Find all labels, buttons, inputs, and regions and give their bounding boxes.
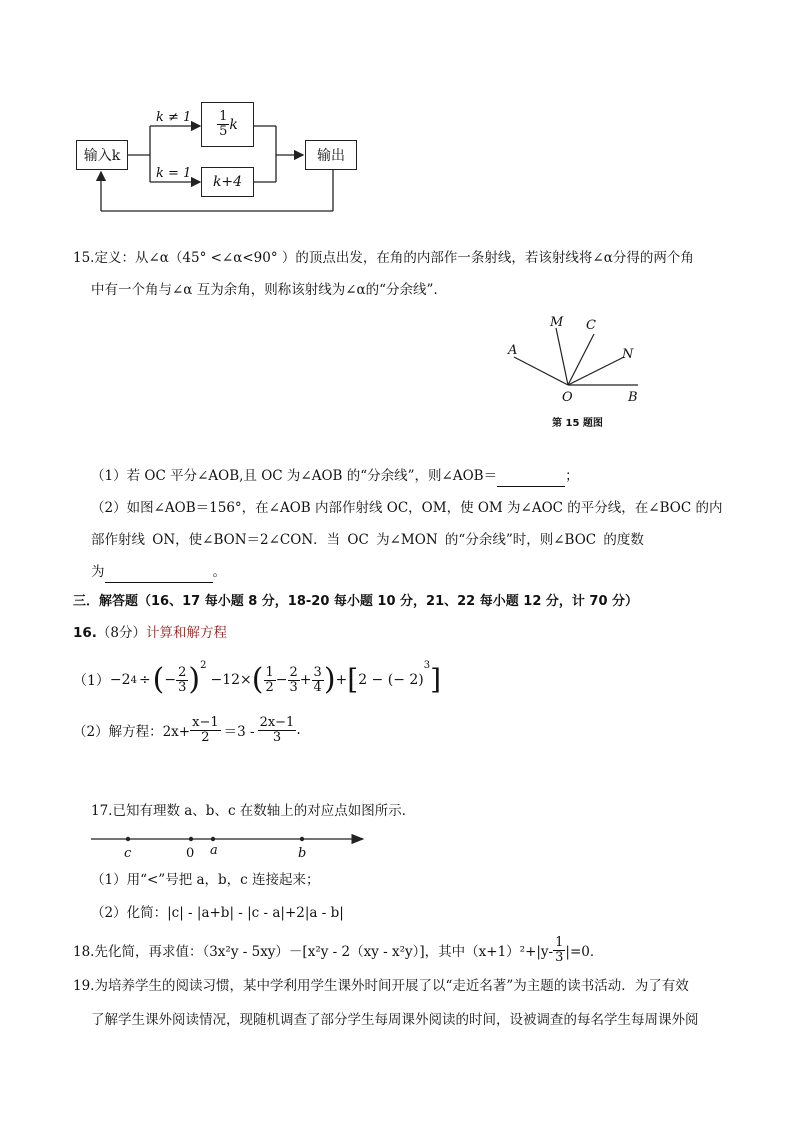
frac-num: 1 (265, 664, 274, 680)
p2-frac1 (190, 716, 221, 745)
flowchart-output-box (305, 140, 357, 170)
q18-line (73, 933, 603, 967)
paren-open-2: ( (251, 662, 264, 697)
p1-frac1 (176, 666, 188, 695)
p1-bracket-content: 2 − (− 2) (358, 672, 424, 688)
q15-part2-suffix: 。 (212, 564, 226, 580)
frac-den: 2 (201, 729, 210, 745)
q17-line1: 17.已知有理数 a、b、c 在数轴上的对应点如图所示． (91, 803, 416, 819)
flowchart-top-box (201, 102, 254, 147)
paren-open: ( (152, 662, 165, 697)
q16-number: 16. (73, 625, 97, 641)
flowchart-lines (0, 0, 794, 230)
flowchart-input-box (76, 140, 128, 170)
bottom-box-label: k+4 (212, 174, 243, 190)
frac-den: 3 (555, 949, 564, 965)
p1-exp4: 4 (130, 674, 137, 686)
q15-part2-line1: （2）如图∠AOB＝156°，在∠AOB 内部作射线 OC，OM，使 OM 为∠AOC 的平分线，在∠BOC 的内 (91, 500, 723, 516)
bracket-close: ] (430, 663, 442, 696)
p2-frac2 (258, 716, 297, 745)
axis-label-a: a (210, 843, 218, 858)
frac-num: 1 (219, 109, 228, 124)
q16-title: 计算和解方程 (146, 625, 228, 641)
frac-den: 2 (265, 679, 274, 695)
frac-den: 5 (219, 124, 228, 139)
q15-part1-text: （1）若 OC 平分∠AOB,且 OC 为∠AOB 的“分余线”，则∠AOB＝ (91, 468, 498, 484)
frac-num: 3 (313, 664, 322, 680)
frac-num: 2 (289, 664, 298, 680)
label-O: O (562, 390, 573, 405)
p1-neg: − (164, 672, 177, 688)
frac-den: 3 (178, 679, 187, 695)
bracket-open: [ (347, 663, 359, 696)
label-N: N (622, 347, 634, 362)
label-B: B (628, 390, 638, 405)
label-M: M (550, 315, 564, 330)
q16-part1 (73, 660, 441, 700)
label-C: C (586, 318, 596, 333)
answer-blank-2[interactable] (105, 562, 213, 583)
p1-minus: − (275, 672, 288, 688)
p1-plus2: + (335, 672, 348, 688)
q15-figure-caption: 第 15 题图 (552, 418, 603, 429)
q15-line1: 15.定义：从∠α（45° <∠α<90° ）的顶点出发，在角的内部作一条射线，若该射线将∠α分得的两个角 (73, 250, 694, 266)
flowchart-input-label: 输入k (83, 148, 121, 164)
q16-part2 (73, 712, 301, 748)
p1-frac3 (288, 666, 300, 695)
frac-num: 2 (178, 664, 187, 680)
q15-part2-line2: 部作射线 ON，使∠BON＝2∠CON．当 OC 为∠MON 的“分余线”时，则∠BOC 的度数 (91, 532, 644, 548)
frac-num: x−1 (192, 714, 219, 730)
q18-text: 18.先化简，再求值：（3x²y - 5xy）－[x²y - 2（xy - x²y）]，其中（x+1）²+|y- (73, 944, 554, 960)
p1-plus: + (299, 672, 312, 688)
q15-part1-suffix: ； (565, 468, 579, 484)
p1-exp2: 2 (200, 660, 207, 671)
q15-part2-prefix: 为 (91, 564, 105, 580)
q15-part1 (91, 466, 579, 487)
q15-part2-line3 (91, 562, 226, 583)
top-box-fraction (217, 110, 229, 139)
p2-eq: ＝3 - (223, 724, 255, 740)
top-box-var: k (229, 116, 238, 133)
paren-close: ) (188, 662, 201, 697)
frac-num: 2x−1 (259, 714, 295, 730)
cond-eq: k = 1 (156, 166, 192, 181)
q16-score: （8分） (96, 625, 147, 641)
q16-p1-label: （1） (73, 673, 110, 689)
section3-heading: 三．解答题（16、17 每小题 8 分，18-20 每小题 10 分，21、22 每小题 12 分，计 70 分） (73, 594, 639, 609)
flowchart-bottom-box (201, 167, 254, 197)
label-A: A (508, 343, 518, 358)
flowchart-output-label: 输出 (317, 148, 345, 164)
q17-part2: （2）化简：|c| - |a+b| - |c - a|+2|a - b| (91, 905, 344, 921)
q18-suffix: |=0． (565, 944, 604, 960)
frac-den: 3 (289, 679, 298, 695)
q15-angle-figure (500, 310, 660, 410)
answer-blank-1[interactable] (497, 466, 565, 487)
number-line (85, 828, 375, 864)
p1-div: ÷ (138, 672, 151, 688)
cond-neq: k ≠ 1 (156, 110, 192, 125)
frac-den: 4 (313, 679, 322, 695)
frac-den: 3 (272, 729, 282, 745)
q15-line2: 中有一个角与∠α 互为余角，则称该射线为∠α的“分余线”． (91, 282, 447, 298)
p2-end: . (296, 722, 301, 738)
p1-mul: −12× (210, 672, 252, 688)
paren-close-2: ) (323, 662, 336, 697)
axis-label-b: b (298, 846, 307, 861)
q16-title-line (73, 623, 227, 643)
q19-line1: 19.为培养学生的阅读习惯，某中学利用学生课外时间开展了以“走近名著”为主题的读书活动．为了有效 (73, 978, 689, 994)
axis-label-zero: 0 (186, 846, 195, 861)
p1-frac4 (312, 666, 324, 695)
q19-line2: 了解学生课外阅读情况，现随机调查了部分学生每周课外阅读的时间，设被调查的每名学生每周课外阅 (91, 1012, 699, 1028)
q16-p2-label: （2）解方程：2x+ (73, 724, 191, 740)
q17-part1: （1）用“<”号把 a，b，c 连接起来； (91, 872, 320, 888)
p1-frac2 (264, 666, 276, 695)
p1-exp3: 3 (423, 660, 431, 671)
axis-label-c: c (124, 846, 132, 861)
p1-a: −2 (109, 672, 131, 688)
q18-frac (553, 936, 565, 965)
frac-num: 1 (555, 934, 564, 950)
